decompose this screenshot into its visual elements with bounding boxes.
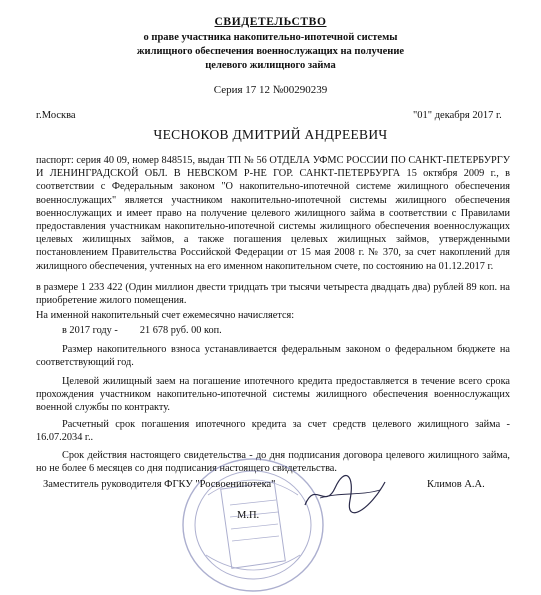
issue-city: г.Москва [36,110,76,121]
monthly-accrual-line [62,324,362,337]
stamp-place-label: М.П. [237,510,260,521]
monthly-year: в 2017 году - [62,325,118,336]
document-subtitle-line3: целевого жилищного займа [205,60,336,71]
signer-position: Заместитель руководителя ФГКУ "Росвоенипотека" [43,479,276,490]
paragraph-repayment-term: Расчетный срок погашения ипотечного кредита за счет средств целевого жилищного займа - 16.07.2034 г.. [36,419,510,444]
signer-name: Климов А.А. [427,479,485,490]
handwritten-signature [300,470,390,515]
document-subtitle-line1: о праве участника накопительно-ипотечной системы [143,32,398,43]
series-number: Серия 17 12 №00290239 [213,84,328,96]
document-subtitle-line2: жилищного обеспечения военнослужащих на получение [136,46,405,57]
paragraph-amount: в размере 1 233 422 (Один миллион двести тридцать три тысячи четыреста двадцать два) рублей 89 коп. на приобретение жилого помещения. [36,282,510,307]
paragraph-validity: Срок действия настоящего свидетельства - до дня подписания договора целевого жилищного займа, но не более 6 месяцев со дня подписания настоящего свидетельства. [36,450,510,475]
paragraph-passport: паспорт: серия 40 09, номер 848515, выдан ТП № 56 ОТДЕЛА УФМС РОССИИ ПО САНКТ-ПЕТЕРБУРГУ И ЛЕНИНГРАДСКОЙ ОБЛ. В НЕВСКОМ Р-НЕ ГОР. САНКТ-ПЕТЕРБУРГА 15 октября 2009 г., в соответствии с Федеральным законом "О накопительно-ипотечной системе жилищного обеспечения военнослужащих" является участником накопительно-ипотечной системы жилищного обеспечения военнослужащих и имеет право на получение целевого жилищного займа в соответствии с Правилами предоставления участникам накопительно-ипотечной системы жилищного обеспечения военнослужащих целевых жилищных займов, а также погашения целевых жилищных займов, утвержденными постановлением Правительства Российской Федерации от 15 мая 2008 г. № 370, за счет накоплений для жилищного обеспечения, учтенных на его именном накопительном счете, по состоянию на 01.12.2017 г. [36,155,510,272]
monthly-amount: 21 678 руб. 00 коп. [139,325,222,336]
paragraph-contribution-size: Размер накопительного взноса устанавливается федеральным законом о федеральном бюджете на соответствующий год. [36,344,510,369]
paragraph-loan: Целевой жилищный заем на погашение ипотечного кредита предоставляется в течение всего срока прохождения участником накопительно-ипотечной системы жилищного обеспечения военнослужащих военной службы по контракту. [36,376,510,414]
issue-date: "01" декабря 2017 г. [413,110,502,121]
official-stamp-seal [178,455,328,595]
holder-name: ЧЕСНОКОВ ДМИТРИЙ АНДРЕЕВИЧ [153,127,388,142]
paragraph-monthly: На именной накопительный счет ежемесячно начисляется: [36,310,295,321]
document-title: СВИДЕТЕЛЬСТВО [214,16,327,28]
